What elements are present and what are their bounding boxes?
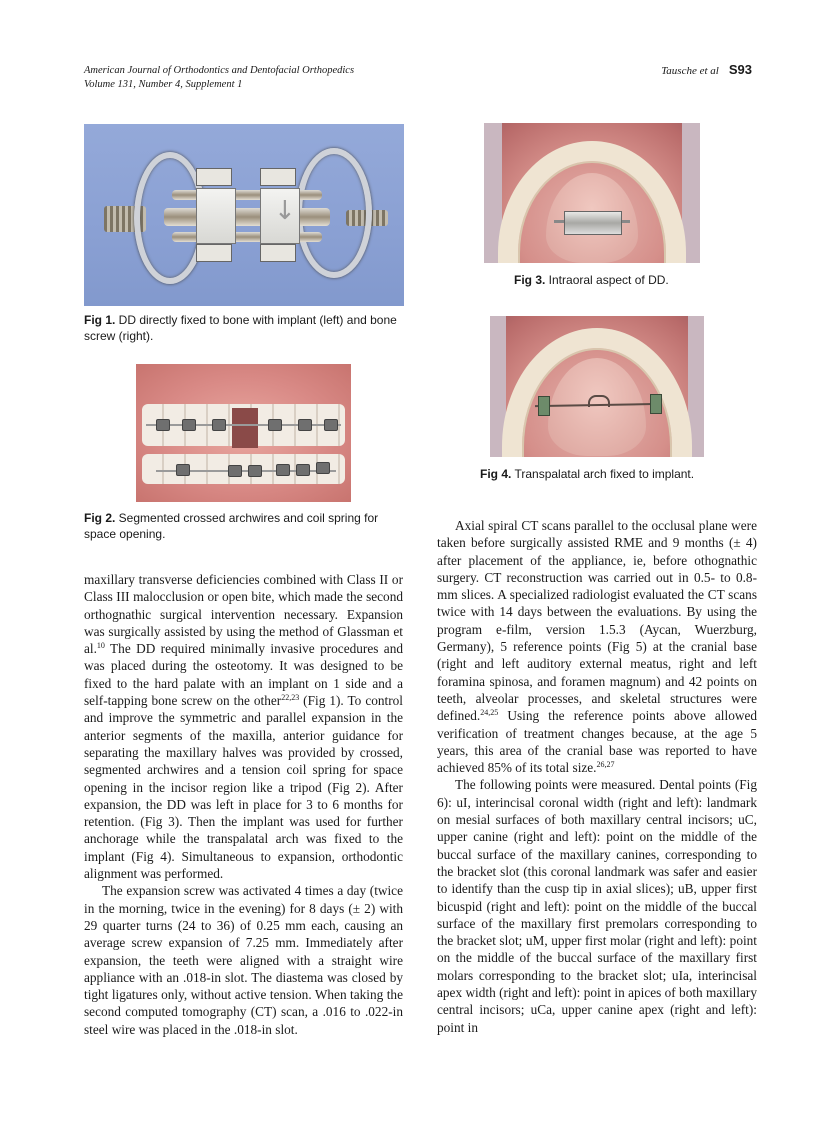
text-run: The DD required minimally invasive procedures and was placed during the osteotomy. It was designed to be fixed to the hard palate with an implant on 1 side and a self-tapping bone screw on the other [84, 641, 403, 709]
bracket [268, 419, 282, 431]
bracket [176, 464, 190, 476]
tab [196, 244, 232, 262]
right-text-column [437, 517, 757, 1036]
figure-1-text: DD directly fixed to bone with implant (left) and bone screw (right). [84, 313, 397, 343]
bracket [296, 464, 310, 476]
tab [260, 168, 296, 186]
diastema [232, 408, 258, 448]
journal-volume: Volume 131, Number 4, Supplement 1 [84, 79, 243, 90]
transpalatal-arch-loop [588, 395, 610, 407]
figure-2-text: Segmented crossed archwires and coil spring for space opening. [84, 511, 379, 541]
citation: 22,23 [281, 693, 300, 703]
bracket [182, 419, 196, 431]
arrow-down-icon: ↓ [274, 196, 296, 226]
author-line: Tausche et al [661, 65, 719, 77]
paragraph [84, 571, 403, 882]
figure-4-label: Fig 4. [480, 467, 512, 481]
text-run: Using the reference points above allowed verification of treatment changes because, at the age 5 years, this area of the cranial base was reported to have achieved 85% of its total size. [437, 708, 757, 776]
bracket [248, 465, 262, 477]
bracket [228, 465, 242, 477]
tab [260, 244, 296, 262]
expansion-screw [164, 208, 330, 226]
bracket [324, 419, 338, 431]
lower-teeth [142, 454, 345, 484]
running-header-authors [661, 62, 752, 77]
figure-4-image [490, 316, 704, 457]
text-run: (Fig 1). To control and improve the symmetric and parallel expansion in the anterior segments of the maxilla, anterior guidance for separating the maxillary halves was provided by crossed, segmented archwires and a tension coil spring for space opening in the incisor region like a tripod (Fig 2). After expansion, the DD was left in place for 3 to 6 months for retention. (Fig 3). Then the implant was used for further anchorage while the transpalatal arch was fixed to the implant (Fig 4). Simultaneous to expansion, orthodontic alignment was performed. [84, 693, 403, 882]
paragraph: The following points were measured. Dental points (Fig 6): uI, interincisal coronal width (right and left): landmark on mesial surfaces of both maxillary central incisors; uC, upper canine (right and left): point on the middle of the buccal surface of the maxillary canines, corresponding to the bracket slot (this coronal landmark was safer and easier to identify than the cusp tip in axial slices); uB, upper first bicuspid (right and left): point on the middle of the buccal surface of the maxillary first premolars corresponding to the bracket slot; uM, upper first molar (right and left): point on the middle of the buccal surface of the maxillary first molars corresponding to the bracket slot; uIa, interincisal apex width (right and left): point in apices of both maxillary central incisors; uCa, upper canine apex (right and left): point in [437, 777, 757, 1035]
figure-3-image [484, 123, 700, 263]
page-number: S93 [728, 62, 752, 77]
running-header-journal [84, 64, 354, 92]
bracket [212, 419, 226, 431]
bracket [298, 419, 312, 431]
bracket [316, 462, 330, 474]
figure-1-caption [84, 312, 404, 344]
citation: 26,27 [596, 760, 615, 770]
text-run: Axial spiral CT scans parallel to the occlusal plane were taken before surgically assisted RME and 9 months (± 4) after placement of the appliance, ie, before othognathic surgery. CT reconstruction was carried out in 0.5- to 0.8-mm slices. A specialized radiologist evaluated the CT scans twice with 14 days between the evaluations. By using the program e-film, version 1.5.3 (Aycan, Wuerzburg, Germany), 5 reference points (Fig 5) at the cranial base (right and left auditory external meatus, right and left foramina spinosa, and foramen magnum) and 42 points on teeth, alveolar processes, and skeletal structures were defined. [437, 518, 757, 724]
journal-title: American Journal of Orthodontics and Dentofacial Orthopedics [84, 65, 355, 76]
figure-1-label: Fig 1. [84, 313, 116, 327]
molar-band [650, 394, 662, 414]
left-block [196, 188, 236, 244]
figure-3-label: Fig 3. [514, 273, 546, 287]
paragraph [437, 517, 757, 776]
figure-3-caption [514, 272, 714, 288]
left-text-column [84, 571, 403, 1038]
distractor-device [564, 211, 622, 235]
text-run: maxillary transverse deficiencies combined with Class II or Class III malocclusion or open bite, which made the second orthognathic surgical intervention necessary. Expansion was surgically assisted by using the method of Glassman et al. [84, 572, 403, 657]
figure-4-caption [480, 466, 760, 482]
molar-band [538, 396, 550, 416]
figure-3-text: Intraoral aspect of DD. [545, 273, 669, 287]
figure-2-label: Fig 2. [84, 511, 116, 525]
figure-1-image [84, 124, 404, 306]
citation: 24,25 [480, 708, 499, 718]
figure-4-text: Transpalatal arch fixed to implant. [511, 467, 695, 481]
figure-2-image [136, 364, 351, 502]
tab [196, 168, 232, 186]
citation: 10 [96, 641, 105, 651]
bracket [156, 419, 170, 431]
bracket [276, 464, 290, 476]
figure-2-caption [84, 510, 404, 542]
paragraph: The expansion screw was activated 4 times a day (twice in the morning, twice in the evening) for 8 days (± 2) with 29 quarter turns (24 to 36) of 0.25 mm each, causing an average screw expansion of 7.25 mm. Immediately after expansion, the teeth were aligned with a straight wire appliance with an .018-in slot. The diastema was closed by tight ligatures only, without active tension. When taking the second computed tomography (CT) scan, a .016 to .022-in steel wire was placed in the .018-in slot. [84, 883, 403, 1037]
